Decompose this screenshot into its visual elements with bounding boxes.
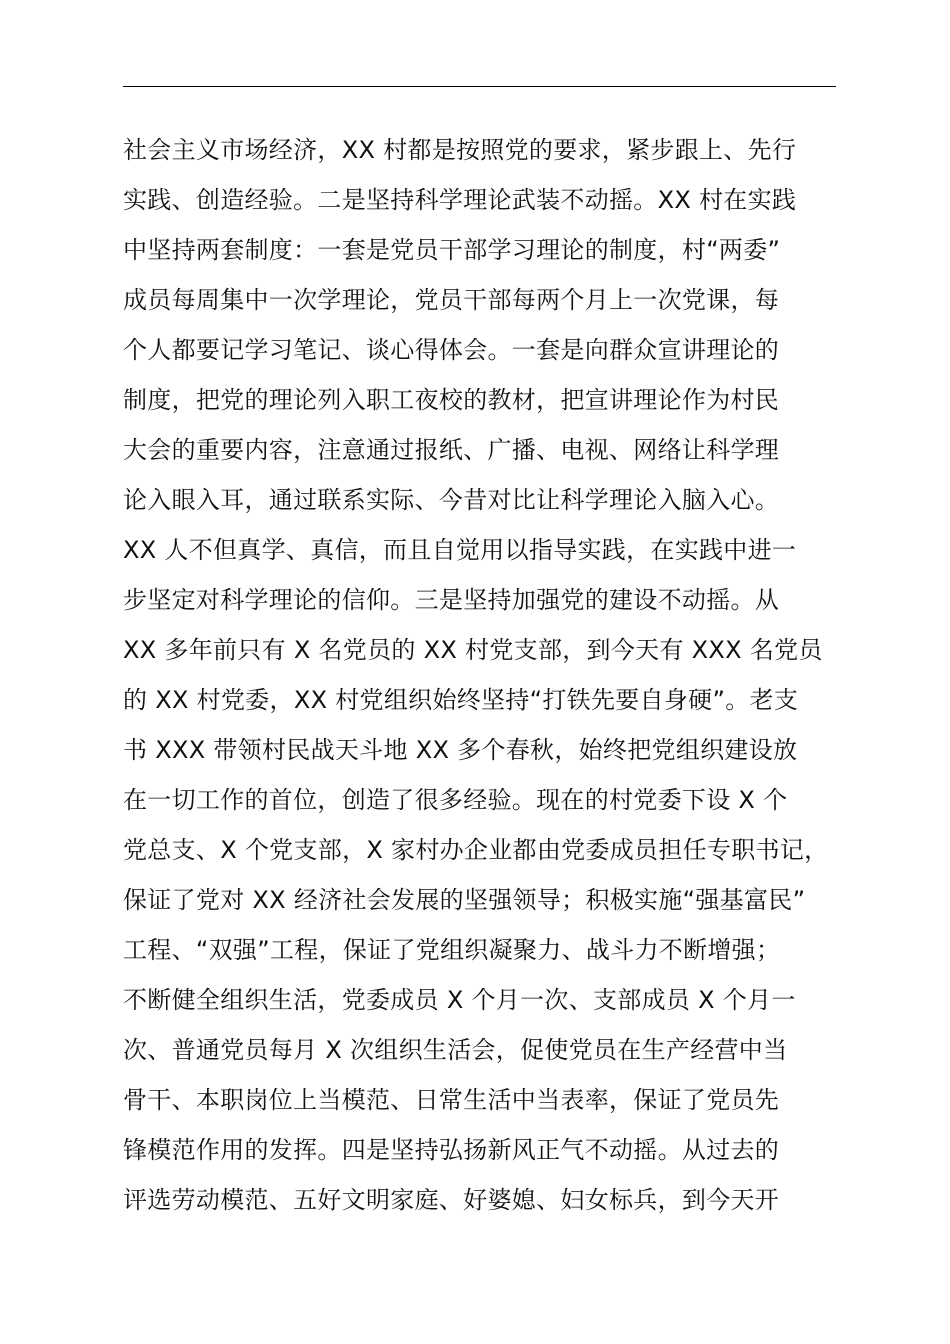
header-rule: [123, 86, 836, 87]
text-line: XX 人不但真学、真信，而且自觉用以指导实践，在实践中进一: [123, 536, 797, 564]
text-line: 中坚持两套制度：一套是党员干部学习理论的制度，村“两委”: [123, 236, 781, 264]
text-line: 的 XX 村党委，XX 村党组织始终坚持“打铁先要自身硬”。老支: [123, 686, 799, 714]
text-line: 实践、创造经验。二是坚持科学理论武装不动摇。XX 村在实践: [123, 186, 797, 214]
text-line: 锋模范作用的发挥。四是坚持弘扬新风正气不动摇。从过去的: [123, 1136, 780, 1164]
text-line: 步坚定对科学理论的信仰。三是坚持加强党的建设不动摇。从: [123, 586, 780, 614]
text-line: 工程、“双强”工程，保证了党组织凝聚力、战斗力不断增强；: [123, 936, 781, 964]
text-line: 论入眼入耳，通过联系实际、今昔对比让科学理论入脑入心。: [123, 486, 780, 514]
text-line: 社会主义市场经济，XX 村都是按照党的要求，紧步跟上、先行: [123, 136, 797, 164]
text-line: 不断健全组织生活，党委成员 X 个月一次、支部成员 X 个月一: [123, 986, 796, 1014]
text-line: 在一切工作的首位，创造了很多经验。现在的村党委下设 X 个: [123, 786, 788, 814]
text-line: 保证了党对 XX 经济社会发展的坚强领导；积极实施“强基富民”: [123, 886, 806, 914]
text-line: XX 多年前只有 X 名党员的 XX 村党支部，到今天有 XXX 名党员: [123, 636, 823, 664]
text-line: 党总支、X 个党支部，X 家村办企业都由党委成员担任专职书记，: [123, 836, 829, 864]
body-text: [123, 125, 883, 1225]
text-line: 书 XXX 带领村民战天斗地 XX 多个春秋，始终把党组织建设放: [123, 736, 798, 764]
text-line: 成员每周集中一次学理论，党员干部每两个月上一次党课，每: [123, 286, 780, 314]
text-line: 大会的重要内容，注意通过报纸、广播、电视、网络让科学理: [123, 436, 780, 464]
text-line: 骨干、本职岗位上当模范、日常生活中当表率，保证了党员先: [123, 1086, 780, 1114]
text-line: 次、普通党员每月 X 次组织生活会，促使党员在生产经营中当: [123, 1036, 788, 1064]
text-line: 制度，把党的理论列入职工夜校的教材，把宣讲理论作为村民: [123, 386, 780, 414]
text-line: 评选劳动模范、五好文明家庭、好婆媳、妇女标兵，到今天开: [123, 1186, 780, 1214]
text-line: 个人都要记学习笔记、谈心得体会。一套是向群众宣讲理论的: [123, 336, 780, 364]
